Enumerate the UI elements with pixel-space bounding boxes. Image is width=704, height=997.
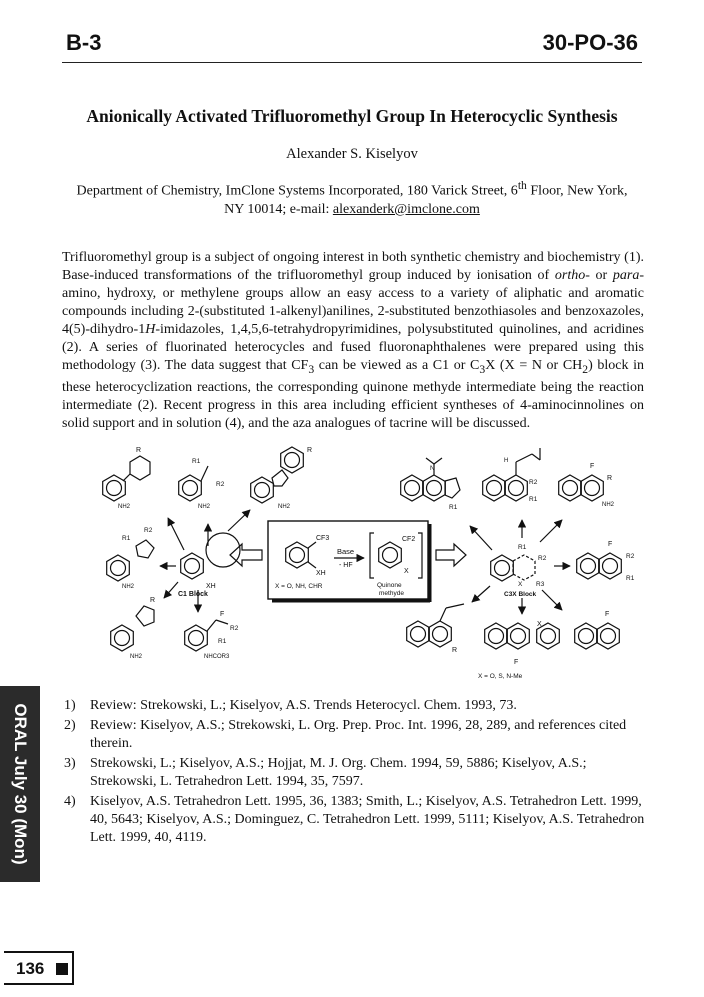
label-r1: R1 [122,535,131,542]
header-rule [62,62,642,63]
abstract [62,249,644,433]
label-r1: R1 [192,458,201,465]
arrow-to-tacrine [470,526,492,550]
paper-title: Anionically Activated Trifluoromethyl Group In Heterocyclic Synthesis [86,106,618,126]
x-label: X [404,568,409,575]
label-r2: R2 [216,481,225,488]
email-link[interactable]: alexanderk@imclone.com [332,201,480,217]
label-r: R [136,447,142,454]
label-r1: R1 [449,504,458,511]
label-r2: R2 [230,625,239,632]
c3x-block-hub [491,544,547,598]
fluoroalkene-product [185,611,239,660]
label-f: F [514,659,519,666]
abstract-italic: H [145,322,156,337]
arrow-to-triazine [168,518,184,550]
reference-text: Review: Kiselyov, A.S.; Strekowski, L. Org. Prep. Proc. Int. 1996, 28, 289, and references cited therein. [90,718,627,751]
hf-label: - HF [339,562,353,569]
c1-block-label: C1 Block [178,591,208,598]
fluoroquinoline-product [559,463,615,508]
label-r2: R2 [626,553,635,560]
scheme-footnote: X = O, S, N-Me [478,673,523,680]
imidazoline-product [111,597,155,660]
abstract-text: Trifluoromethyl group is a subject of ongoing interest in both synthetic chemistry and biochemistry (1). Base-induced transformations of the trifluoromethyl group induced by ionisation of [62,250,644,283]
base-label: Base [337,547,355,556]
reference-text: Kiselyov, A.S. Tetrahedron Lett. 1995, 36, 1383; Smith, L.; Kiselyov, A.S. Tetrahedron Lett. 1999, 40, 5643; Kiselyov, A.S.; Dominguez, C. Tetrahedron Lett. 1999, 5111; Kiselyov, A.S. Tetrahedron Lett. 1999, 40, 4119. [90,794,645,845]
abstract-italic: para- [612,268,644,283]
isoxazoline-product [107,527,154,590]
label-r: R [150,597,156,604]
abstract-subscript: 3 [479,362,486,376]
reference-number: 4) [64,794,76,809]
label-f: F [220,611,225,618]
reaction-scheme [92,438,662,683]
label-r2: R2 [144,527,153,534]
abstract-subscript: 2 [582,362,589,376]
quinone-ring-icon [379,542,402,568]
reference-item [64,717,646,753]
label-nh2: NH2 [118,504,131,510]
arrow-to-imidazoline [164,582,178,598]
affiliation-line1: Department of Chemistry, ImClone Systems Incorporated, 180 Varick Street, 6 [76,183,518,199]
cf3-label: CF3 [316,535,330,542]
benzene-ring-icon [286,542,309,568]
arrow-to-fluoroquinoline [540,520,562,542]
abstract-text: ) block in these heterocyclization reactions, the corresponding quinone methyde intermediate being the reaction intermediate (2). Recent progress in this area including efficient syntheses of 4-aminocinnolines on solid support and in solution (4), and the aza analogues of tacrine will be discussed. [62,358,644,431]
label-r1: R1 [626,575,635,582]
quinone-label: Quinone [377,582,402,589]
affiliation-line1-end: Floor, New York, [526,183,628,199]
tacrine-analog-product [401,458,460,511]
center-reaction-box [268,521,430,602]
arrow-to-fluoroquinoline-2 [542,590,562,610]
aminoquinoline-product [483,448,540,503]
fluoroquinoline-product-2 [575,611,620,649]
label-f: F [590,463,595,470]
reference-item [64,697,646,715]
reference-number: 3) [64,756,76,771]
benzoxazole-product [251,447,312,510]
reference-text: Strekowski, L.; Kiselyov, A.S.; Hojjat, M. J. Org. Chem. 1994, 59, 5886; Kiselyov, A.S.; Strekowski, L. Tetrahedron Lett. 1994, 35, 7597. [90,756,587,789]
affiliation-superscript: th [517,179,527,192]
hub-r3-label: R3 [536,581,545,588]
label-x: X [537,621,542,628]
hub-xh-label: XH [206,583,216,590]
label-nhcor3: NHCOR3 [204,654,230,660]
hub-r1-label: R1 [518,544,527,551]
sidebar-label: ORAL July 30 (Mon) [11,703,30,865]
condition-label: X = O, NH, CHR [275,583,323,590]
label-nh2: NH2 [122,584,135,590]
label-h: H [504,458,509,464]
label-r2: R2 [529,479,538,486]
reference-number: 1) [64,698,76,713]
page-number-box [4,951,74,985]
hub-ring-icon [181,553,204,579]
methyde-label: methyde [379,590,404,597]
reference-text: Review: Strekowski, L.; Kiselyov, A.S. Trends Heterocycl. Chem. 1993, 73. [90,698,517,713]
label-f: F [605,611,610,618]
alkenylaniline-product [179,458,225,510]
hub-right-ring-icon [491,555,514,581]
affiliation [62,177,642,219]
page-marker-square [56,963,68,975]
fluoronaphthalene-product [577,541,635,582]
abstract-subscript: 3 [308,362,315,376]
author: Alexander S. Kiselyov [286,146,418,162]
abstract-italic: ortho- [554,268,590,283]
label-f: F [608,541,613,548]
reference-list [64,697,646,849]
label-nh2: NH2 [198,504,211,510]
label-n: N [430,465,435,472]
label-r: R [307,447,313,454]
fused-arene-product [485,621,560,666]
session-sidebar-tab [0,686,40,882]
abstract-text: or [589,268,613,283]
arrow-to-quinoline-amine [472,586,490,602]
hollow-arrow-right [436,544,466,566]
label-nh2: NH2 [130,654,143,660]
quinoline-amine-product [407,604,464,654]
abstract-text: amino, hydroxy, or methylene groups allow an easy access to a variety of aliphatic and aromatic compounds including 2-(substituted 1-alkenyl)anilines, 2-substituted benzothiasoles and benzoxazoles, 4(5)-dihydro-1 [62,286,644,337]
label-r: R [452,647,458,654]
c1-block-hub [178,533,240,598]
label-nh2: NH2 [602,502,615,508]
label-r: R [607,475,613,482]
paper-code: 30-PO-36 [542,30,638,55]
abstract-text: -imidazoles, 1,4,5,6-tetrahydropyrimidines, polysubstituted quinolines, and acridines (2). A series of fluorinated heterocycles and fused fluoronaphthalenes were prepared using this methodology (3). The data suggest that CF [62,322,644,373]
abstract-text: X (X = N or CH [485,358,583,373]
session-code: B-3 [66,30,102,55]
triazine-product [103,447,150,510]
abstract-text: can be viewed as a C1 or C [314,358,480,373]
c3x-block-label: C3X Block [504,591,537,598]
cf2-label: CF2 [402,536,416,543]
reference-number: 2) [64,718,76,733]
reference-item [64,755,646,791]
xh-label: XH [316,570,326,577]
affiliation-line2: NY 10014; e-mail: [224,201,333,217]
label-nh2: NH2 [278,504,291,510]
page-number: 136 [16,959,45,978]
hub-r2-label: R2 [538,555,547,562]
arrow-to-benzoxazole [228,510,250,531]
label-r1: R1 [529,496,538,503]
hub-x-label: X [518,581,523,588]
reference-item [64,793,646,847]
label-r1: R1 [218,638,227,645]
